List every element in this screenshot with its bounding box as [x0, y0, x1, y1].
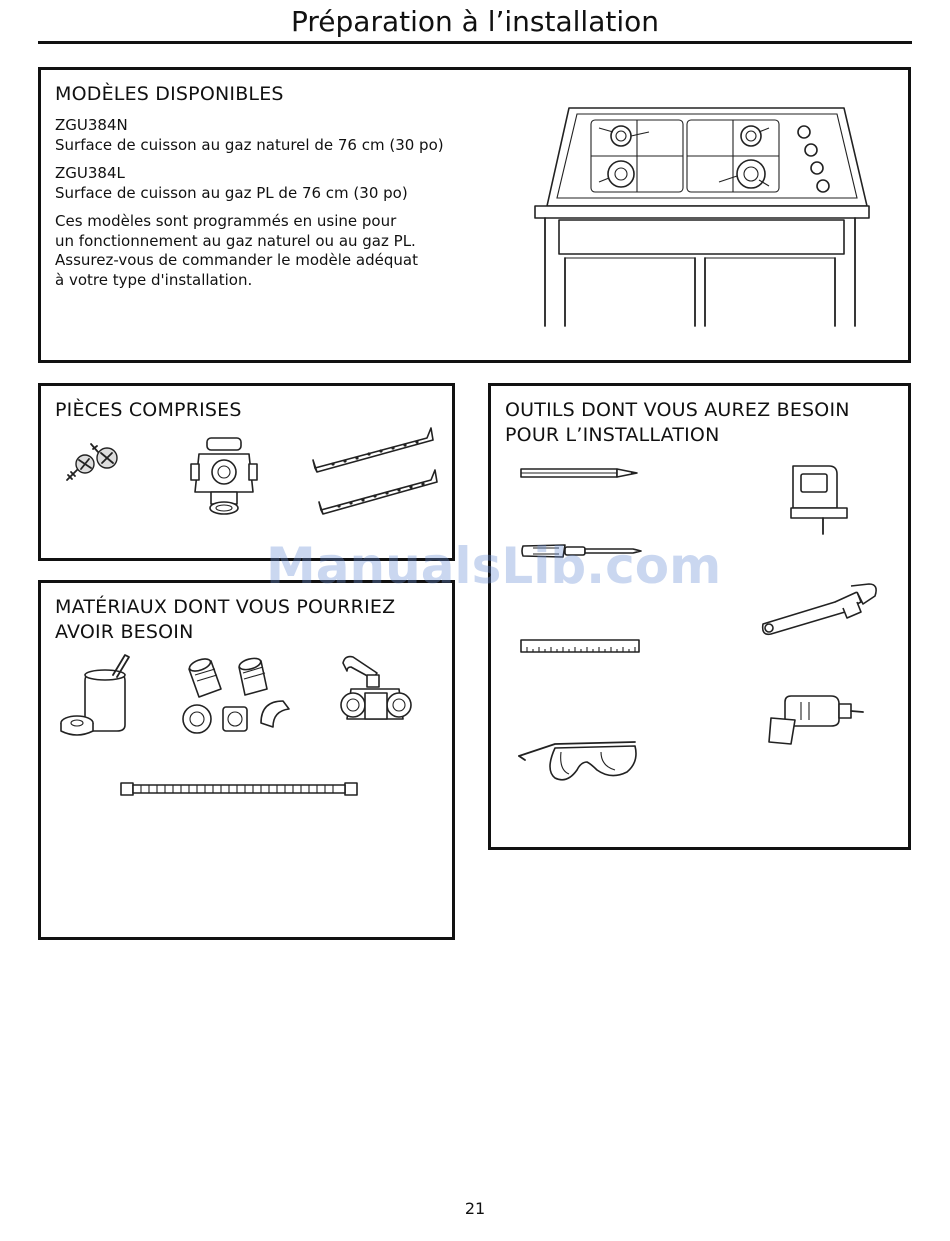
pipe-fittings-icon [177, 657, 302, 737]
model-item [55, 116, 515, 155]
pipe-compound-icon [57, 653, 137, 738]
tools-heading [505, 398, 850, 448]
materials-heading [55, 595, 395, 645]
mounting-brackets-icon [309, 426, 439, 516]
tools-heading-line: OUTILS DONT VOUS AUREZ BESOIN [505, 399, 850, 421]
flexible-connector-icon [119, 779, 359, 799]
models-note-line: à votre type d'installation. [55, 270, 253, 289]
models-note-line: un fonctionnement au gaz naturel ou au gaz PL. [55, 231, 416, 250]
watermark: ManualsLib.com [266, 537, 722, 595]
models-note [55, 212, 515, 290]
model-description: Surface de cuisson au gaz PL de 76 cm (30 po) [55, 183, 408, 202]
models-list [55, 116, 515, 299]
ruler-icon [519, 638, 641, 656]
materials-section [38, 580, 455, 940]
pressure-regulator-icon [189, 434, 259, 519]
page-number: 21 [464, 1199, 486, 1218]
pencil-icon [519, 464, 643, 482]
model-code: ZGU384N [55, 116, 128, 134]
pipe-wrench-icon [757, 582, 881, 640]
tools-heading-line: POUR L’INSTALLATION [505, 424, 720, 446]
models-note-line: Ces modèles sont programmés en usine pour [55, 212, 397, 230]
models-section [38, 67, 911, 363]
page-title: Préparation à l’installation [291, 5, 659, 38]
materials-heading-line: AVOIR BESOIN [55, 621, 194, 643]
model-description: Surface de cuisson au gaz naturel de 76 cm (30 po) [55, 135, 444, 154]
models-note-line: Assurez-vous de commander le modèle adéquat [55, 251, 418, 269]
safety-glasses-icon [515, 736, 643, 790]
model-code: ZGU384L [55, 164, 125, 182]
drill-icon [761, 686, 865, 752]
jigsaw-icon [787, 462, 853, 542]
parts-heading: PIÈCES COMPRISES [55, 399, 242, 421]
screwdriver-icon [519, 540, 645, 562]
tools-section [488, 383, 911, 850]
title-divider [38, 41, 912, 44]
parts-section [38, 383, 455, 561]
shutoff-valve-icon [337, 653, 417, 733]
materials-heading-line: MATÉRIAUX DONT VOUS POURRIEZ [55, 596, 396, 618]
screws-icon [61, 438, 131, 483]
models-heading: MODÈLES DISPONIBLES [55, 83, 284, 105]
model-item [55, 164, 515, 203]
cooktop-icon [529, 102, 874, 332]
